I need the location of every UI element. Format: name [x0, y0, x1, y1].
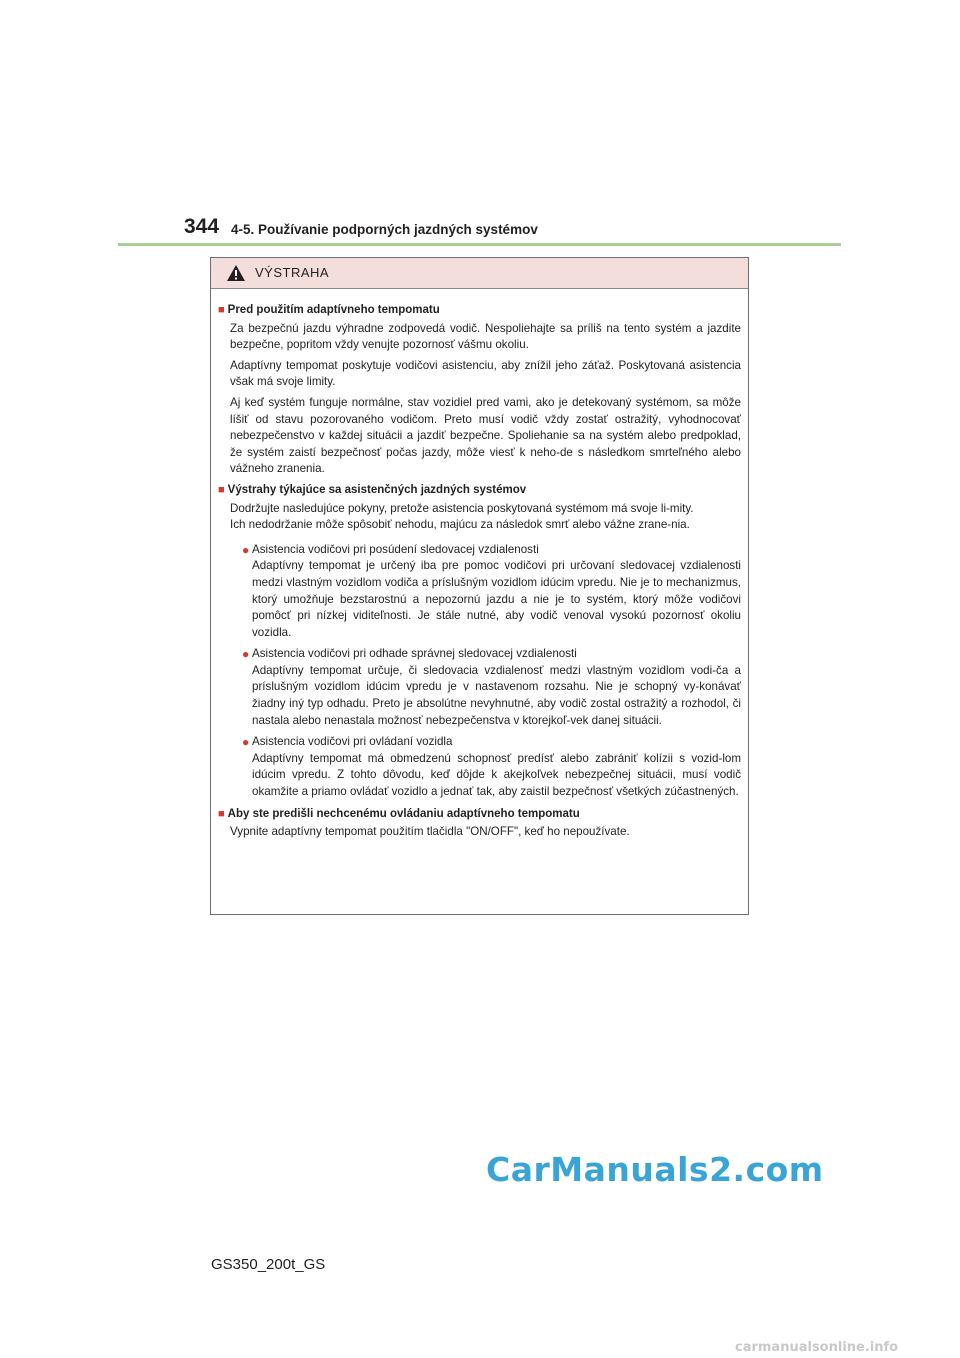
paragraph: Za bezpečnú jazdu výhradne zodpovedá vodič. Nespoliehajte sa príliš na tento systém a jazdite bezpečne, popritom vždy venujte pozornosť vášmu okoliu. [230, 321, 741, 352]
bullet-item [242, 542, 741, 642]
paragraph: Dodržujte nasledujúce pokyny, pretože asistencia poskytovaná systémom má svoje li-mity. Ich nedodržanie môže spôsobiť nehodu, majúcu za následok smrť alebo vážne zrane-nia. [230, 501, 694, 532]
bullet-text: Adaptívny tempomat má obmedzenú schopnosť predísť alebo zabrániť kolízii s vozid-lom idúcim vpredu. Z tohto dôvodu, keď dôjde k akejkoľvek nebezpečnej situácii, musí vodič okamžite a priamo ovládať vozidlo a jednať tak, aby zaistil bezpečnosť všetkých zúčastnených. [252, 751, 741, 799]
warning-body [211, 289, 748, 841]
header-rule [118, 243, 841, 246]
bullet-text: Adaptívny tempomat je určený iba pre pomoc vodičovi pri určovaní sledovacej vzdialenosti medzi vlastným vozidlom vodiča a príslušným vozidlom idúcim vpredu. Nie je to mechanizmus, ktorý umožňuje bezstarostnú a nepozornú jazdu a nie je to systém, ktorý môže vodičovi pomôcť pri nízkej viditeľnosti. Je stále nutné, aby vodič venoval vysokú pozornosť okoliu vozidla. [252, 559, 741, 639]
section-heading: ■ Výstrahy týkajúce sa asistenčných jazdných systémov [218, 482, 741, 499]
footer-model-code: GS350_200t_GS [211, 1256, 326, 1273]
bullet-text: Adaptívny tempomat určuje, či sledovacia vzdialenosť medzi vlastným vozidlom vodi-ča a príslušným vozidlom idúcim vpredu je v nastavenom rozsahu. Nie je schopný vy-konávať žiadny iný typ odhadu. Preto je absolútne nevyhnutné, aby vodič zostal ostražitý a rozhodol, či nastala alebo nenastala možnosť nebezpečenstva v ktorejkoľ-vek danej situácii. [252, 663, 741, 727]
bullet-heading: Asistencia vodičovi pri posúdení sledovacej vzdialenosti [252, 542, 539, 556]
warning-header [211, 258, 748, 289]
bullet-item [242, 734, 741, 800]
section-heading: ■ Pred použitím adaptívneho tempomatu [218, 302, 741, 319]
warning-triangle-icon [226, 264, 246, 282]
square-bullet-icon: ■ [218, 807, 225, 820]
bullet-heading: Asistencia vodičovi pri ovládaní vozidla [252, 735, 453, 749]
square-bullet-icon: ■ [218, 483, 225, 496]
bullet-heading: Asistencia vodičovi pri odhade správnej sledovacej vzdialenosti [252, 647, 577, 661]
watermark-carmanuals2: CarManuals2.com [486, 1150, 824, 1189]
paragraph: Vypnite adaptívny tempomat použitím tlačidla "ON/OFF", keď ho nepoužívate. [230, 825, 630, 839]
bullet-item [242, 646, 741, 729]
watermark-carmanualsonline: carmanualsonline.info [735, 1340, 899, 1355]
paragraph: Adaptívny tempomat poskytuje vodičovi asistenciu, aby znížil jeho záťaž. Poskytovaná asistencia však má svoje limity. [230, 358, 741, 389]
paragraph: Aj keď systém funguje normálne, stav vozidiel pred vami, ako je detekovaný systémom, sa môže líšiť od stavu pozorovaného vodičom. Preto musí vodič vždy zostať ostražitý, vyhodnocovať nebezpečenstvo v každej situácii a jazdiť bezpečne. Spoliehanie sa na systém alebo predpoklad, že systém zaistí bezpečnosť počas jazdy, môže viesť k neho-de s následkom smrteľného alebo vážneho zranenia. [230, 395, 741, 476]
square-bullet-icon: ■ [218, 304, 225, 316]
section-title: 4-5. Používanie podporných jazdných systémov [231, 222, 538, 237]
circle-bullet-icon: ● [242, 647, 250, 662]
section-heading: ■ Aby ste predišli nechcenému ovládaniu adaptívneho tempomatu [218, 806, 741, 823]
page-number: 344 [184, 215, 220, 238]
warning-box [210, 257, 749, 915]
circle-bullet-icon: ● [242, 735, 250, 750]
circle-bullet-icon: ● [242, 542, 250, 557]
warning-title: VÝSTRAHA [255, 265, 330, 280]
